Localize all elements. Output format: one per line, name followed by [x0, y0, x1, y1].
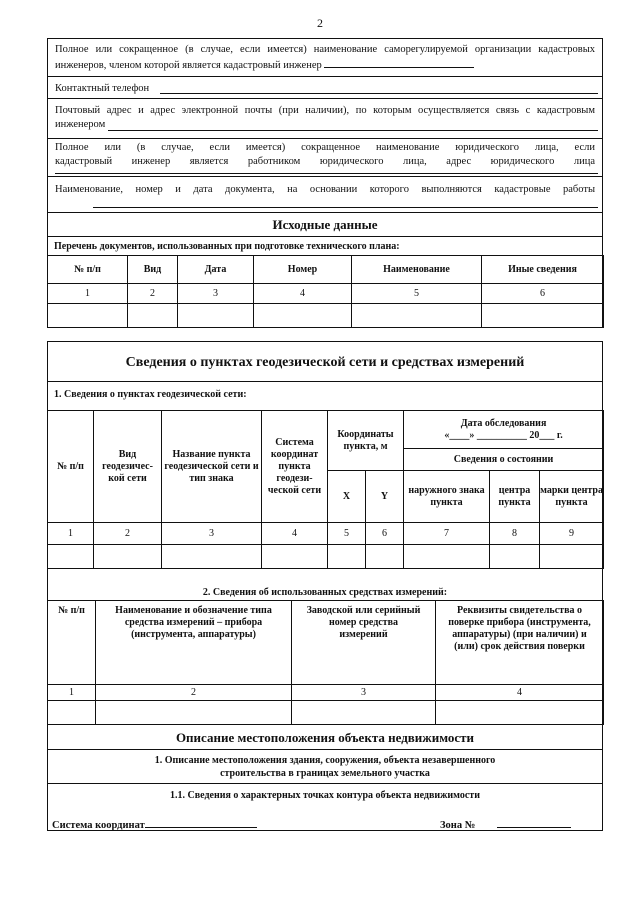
geo-header-name: Название пункта геодезической сети и тип знака	[162, 411, 262, 523]
phone-label: Контактный телефон	[55, 83, 150, 94]
geo-cell[interactable]	[540, 545, 604, 569]
instr-cell[interactable]	[292, 701, 436, 725]
coord-system-input-line[interactable]	[145, 817, 257, 828]
geo-col-number: 9	[540, 523, 604, 545]
geo-cell[interactable]	[94, 545, 162, 569]
geodetic-title: Сведения о пунктах геодезической сети и средствах измерений	[125, 355, 525, 370]
basis-label: Наименование, номер и дата документа, на основании которого выполняются кадастровые работы	[55, 184, 595, 195]
geo-cell[interactable]	[490, 545, 540, 569]
geo-col-number: 5	[328, 523, 366, 545]
docs-col-number: 3	[178, 284, 254, 304]
geo-header-system: Система координат пункта геодези-ческой сети	[262, 411, 328, 523]
instr-col-number: 3	[292, 685, 436, 701]
address-row	[48, 99, 602, 139]
docs-cell[interactable]	[48, 304, 128, 328]
address-input-line[interactable]	[108, 130, 598, 131]
legal-label-line1: Полное или (в случае, если имеется) сокращенное наименование юридического лица, если	[55, 142, 595, 153]
geo-header-num: № п/п	[48, 411, 94, 523]
docs-cell[interactable]	[482, 304, 604, 328]
instr-header-serial: Заводской или серийный номер средства измерений	[292, 601, 436, 685]
docs-header-num: № п/п	[48, 256, 128, 284]
geo-header-kind: Вид геодезичес-кой сети	[94, 411, 162, 523]
geodetic-title-row	[48, 342, 602, 382]
location-sub11-row	[48, 784, 602, 808]
geo-col-number: 6	[366, 523, 404, 545]
geo-cell[interactable]	[162, 545, 262, 569]
docs-col-number: 2	[128, 284, 178, 304]
basis-input-line[interactable]	[93, 207, 598, 208]
instruments-table	[47, 600, 604, 725]
sro-label-line2: инженеров, членом которой является кадастровый инженер	[55, 60, 322, 71]
page-number: 2	[317, 16, 323, 30]
geo-cell[interactable]	[48, 545, 94, 569]
geo-header-coords: Координаты пункта, м	[328, 411, 404, 471]
docs-list-caption-row	[48, 237, 602, 255]
geodetic-sub1-row	[48, 382, 602, 410]
docs-header-date: Дата	[178, 256, 254, 284]
instr-col-number: 2	[96, 685, 292, 701]
geodetic-network-box	[47, 341, 603, 831]
docs-header-other: Иные сведения	[482, 256, 604, 284]
survey-date-label: Дата обследования	[460, 417, 547, 429]
docs-cell[interactable]	[352, 304, 482, 328]
geo-header-survey-date	[404, 411, 604, 449]
phone-input-line[interactable]	[160, 93, 598, 94]
docs-list-title: Перечень документов, использованных при подготовке технического плана:	[54, 241, 400, 252]
geo-header-outer-sign: наружного знака пункта	[404, 471, 490, 523]
geo-cell[interactable]	[366, 545, 404, 569]
survey-date-pattern[interactable]: «____» __________ 20___ г.	[444, 429, 563, 441]
geo-header-marks: марки центра пункта	[540, 471, 604, 523]
geo-col-number: 2	[94, 523, 162, 545]
docs-header-number: Номер	[254, 256, 352, 284]
phone-row	[48, 77, 602, 99]
docs-col-number: 6	[482, 284, 604, 304]
legal-input-line[interactable]	[55, 173, 598, 174]
geo-col-number: 7	[404, 523, 490, 545]
geo-col-number: 4	[262, 523, 328, 545]
zone-row	[440, 817, 571, 832]
instr-cell[interactable]	[436, 701, 604, 725]
docs-header-kind: Вид	[128, 256, 178, 284]
address-label-line2: инженером	[55, 119, 106, 130]
coord-system-label: Система координат	[52, 820, 145, 831]
instr-header-cert: Реквизиты свидетельства о поверке прибора (инструмента, аппаратуры) (при наличии) и (или) срок действия поверки	[436, 601, 604, 685]
zone-input-line[interactable]	[497, 817, 571, 828]
docs-col-number: 4	[254, 284, 352, 304]
geo-header-y: Y	[366, 471, 404, 523]
location-sub1-line1: 1. Описание местоположения здания, сооружения, объекта незавершенного	[154, 755, 496, 766]
geo-col-number: 1	[48, 523, 94, 545]
instr-cell[interactable]	[48, 701, 96, 725]
instruments-caption: 2. Сведения об использованных средствах измерений:	[202, 587, 448, 598]
sro-label-line1: Полное или сокращенное (в случае, если имеется) наименование саморегулируемой организации кадастровых	[55, 44, 595, 55]
sro-row	[48, 39, 602, 77]
docs-col-number: 5	[352, 284, 482, 304]
geo-cell[interactable]	[404, 545, 490, 569]
docs-col-number: 1	[48, 284, 128, 304]
location-sub1-line2: строительства в границах земельного участка	[220, 768, 430, 779]
docs-cell[interactable]	[254, 304, 352, 328]
docs-table	[47, 255, 604, 328]
legal-entity-row	[48, 139, 602, 177]
instr-col-number: 1	[48, 685, 96, 701]
geo-col-number: 3	[162, 523, 262, 545]
instr-col-number: 4	[436, 685, 604, 701]
sro-input-line[interactable]	[324, 57, 474, 68]
location-sub1-row	[48, 750, 602, 784]
source-data-header	[48, 213, 602, 237]
docs-cell[interactable]	[178, 304, 254, 328]
geodetic-points-caption: 1. Сведения о пунктах геодезической сети:	[54, 389, 247, 400]
instr-cell[interactable]	[96, 701, 292, 725]
geo-header-state: Сведения о состоянии	[404, 449, 604, 471]
location-title: Описание местоположения объекта недвижимости	[175, 730, 475, 745]
docs-cell[interactable]	[128, 304, 178, 328]
instr-header-name: Наименование и обозначение типа средства измерений – прибора (инструмента, аппаратуры)	[96, 601, 292, 685]
address-label-line1: Почтовый адрес и адрес электронной почты (при наличии), по которым осуществляется связь с кадастровым	[55, 105, 595, 116]
zone-label: Зона №	[440, 820, 476, 831]
location-title-row	[48, 724, 602, 750]
geo-cell[interactable]	[328, 545, 366, 569]
coord-system-row	[52, 817, 257, 832]
location-sub11: 1.1. Сведения о характерных точках контура объекта недвижимости	[170, 790, 480, 801]
geo-cell[interactable]	[262, 545, 328, 569]
geo-col-number: 8	[490, 523, 540, 545]
docs-header-name: Наименование	[352, 256, 482, 284]
basis-doc-row	[48, 177, 602, 213]
geo-header-center: центра пункта	[490, 471, 540, 523]
source-data-title: Исходные данные	[272, 217, 378, 232]
legal-label-line2: кадастровый инженер является работником юридического лица, адрес юридического лица	[55, 156, 595, 167]
geo-header-x: X	[328, 471, 366, 523]
cadastral-engineer-info-box	[47, 38, 603, 328]
instr-header-num: № п/п	[48, 601, 96, 685]
geodetic-points-table	[47, 410, 604, 569]
